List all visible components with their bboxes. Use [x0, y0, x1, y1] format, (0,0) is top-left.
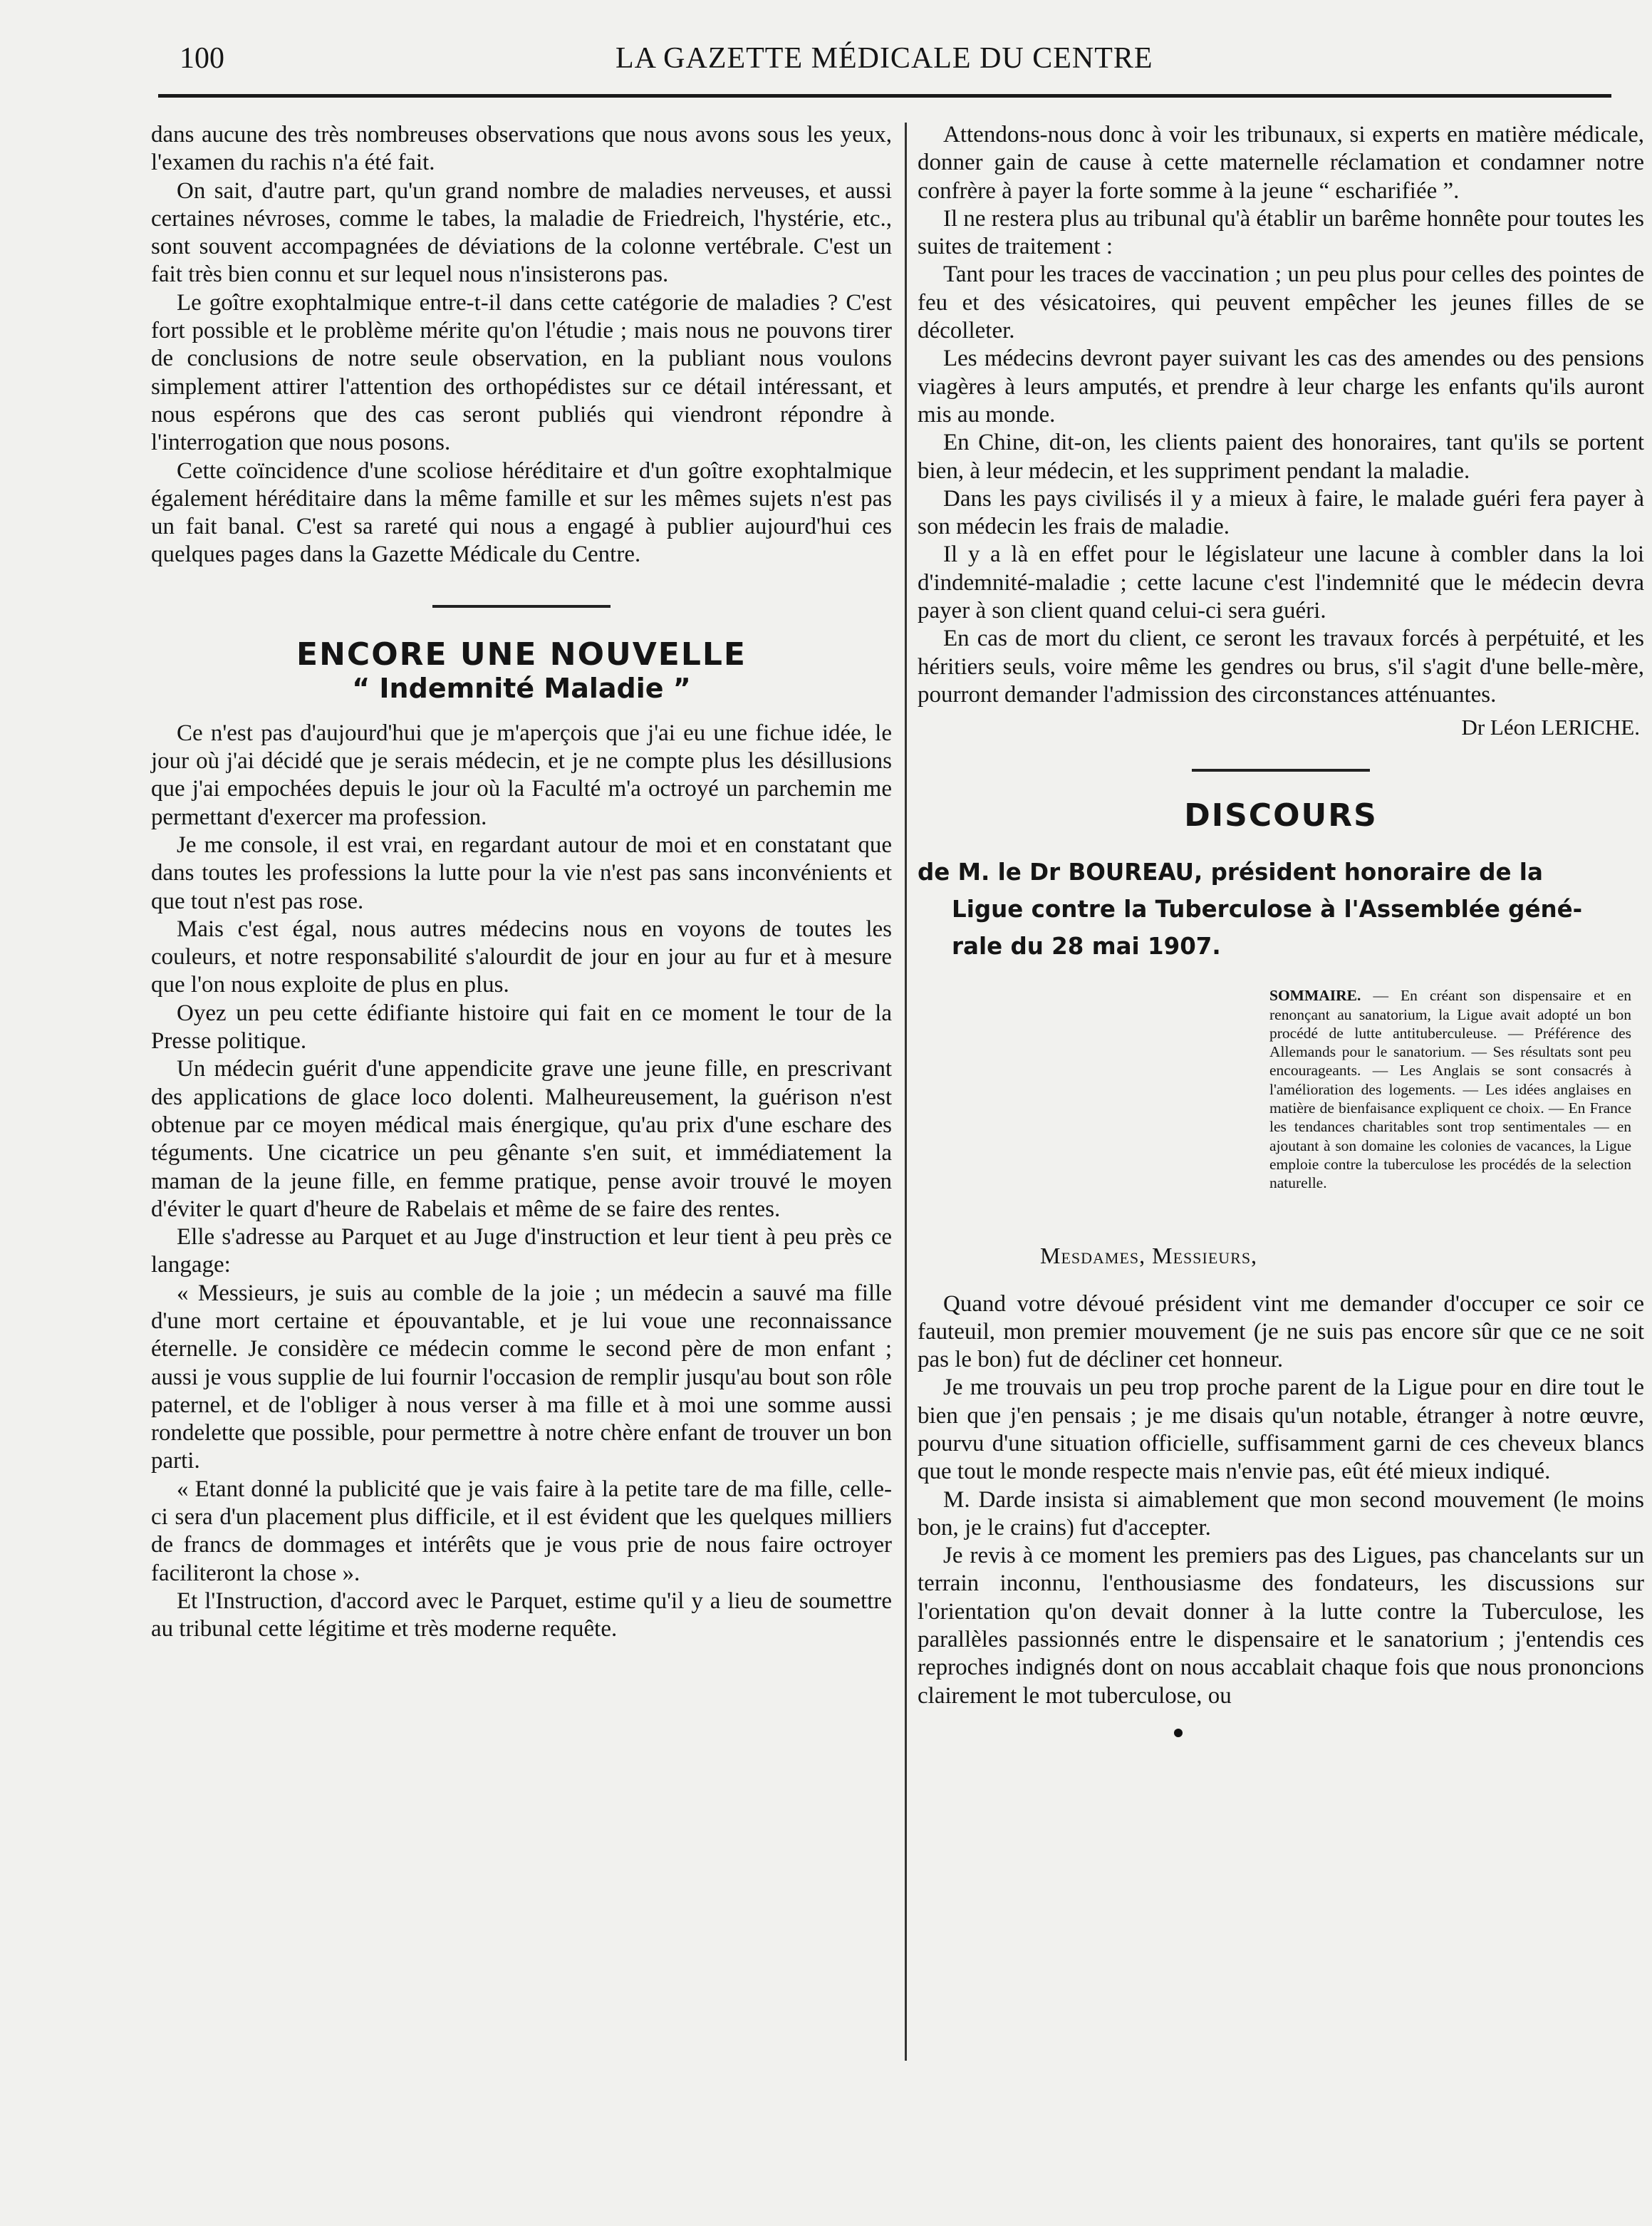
article-paragraph: Mais c'est égal, nous autres médecins nous en voyons de toutes les couleurs, et notre responsabilité s'alourdit de jour en jour au fur et à mesure que l'on nous exploite de plus en plus.: [151, 916, 892, 998]
speech-paragraph: Quand votre dévoué président vint me demander d'occuper ce soir ce fauteuil, mon premier mouvement (je ne suis pas encore sûr que ce ne soit pas le bon) fut de décliner cet honneur.: [918, 1290, 1644, 1373]
speech-summary: [1269, 986, 1631, 1192]
continuation-paragraph: On sait, d'autre part, qu'un grand nombre de maladies nerveuses, et aussi certaines névroses, comme le tabes, la maladie de Friedreich, l'hystérie, etc., sont souvent accompagnées de déviations de la colonne vertébrale. C'est un fait très bien connu et sur lequel nous n'insisterons pas.: [151, 177, 892, 288]
speech-salutation: Mesdames, Messieurs,: [1040, 1242, 1258, 1268]
article-title: ENCORE UNE NOUVELLE: [296, 636, 747, 673]
article-paragraph: Il y a là en effet pour le législateur une lacune à combler dans la loi d'indemnité-maladie ; cette lacune c'est l'indemnité que le médecin devra payer à son client quand celui-ci sera guéri.: [918, 542, 1644, 624]
continuation-paragraph: dans aucune des très nombreuses observations que nous avons sous les yeux, l'examen du rachis n'a été fait.: [151, 122, 892, 176]
left-column: [151, 121, 892, 1644]
article-paragraph: Il ne restera plus au tribunal qu'à établir un barême honnête pour toutes les suites de traitement :: [918, 205, 1644, 260]
article-paragraph: Je me console, il est vrai, en regardant autour de moi et en constatant que dans toutes les professions la lutte pour la vie n'est pas sans inconvénients et que tout n'est pas rose.: [151, 832, 892, 914]
article-paragraph: Elle s'adresse au Parquet et au Juge d'instruction et leur tient à peu près ce langage:: [151, 1224, 892, 1278]
column-divider: [905, 123, 907, 2061]
article-paragraph: En Chine, dit-on, les clients paient des honoraires, tant qu'ils se portent bien, à leur médecin, et les suppriment pendant la maladie.: [918, 430, 1644, 484]
article-paragraph: Oyez un peu cette édifiante histoire qui fait en ce moment le tour de la Presse politique.: [151, 1000, 892, 1055]
page-ornament-dot: [1174, 1729, 1183, 1737]
speech-paragraph: Je revis à ce moment les premiers pas des Ligues, pas chancelants sur un terrain inconnu, l'enthousiasme des fondateurs, les discussions sur l'orientation qu'on devait donner à la lutte contre la Tuberculose, les parallèles passionnés entre le dispensaire et le sanatorium ; j'entendis ces reproches indignés dont on nous accablait chaque fois que nous prononcions clairement le mot tuberculose, ou: [918, 1543, 1644, 1709]
summary-text: — En créant son dispensaire et en renonçant au sanatorium, la Ligue avait adopté un bon procédé de lutte antituberculeuse. — Préférence des Allemands pour le sanatorium. — Ses résultats sont peu encourageants. — Les Anglais se sont consacrés à l'amélioration des logements. — Les idées anglaises en matière de bienfaisance expliquent ce choix. — En France les tendances charitables sont trop sentimentales — en ajoutant à son domaine les colonies de vacances, la Ligue emploie contre la tuberculose les procédés de la selection naturelle.: [1269, 987, 1631, 1192]
page-number: 100: [180, 42, 224, 75]
header-rule: [158, 94, 1611, 98]
article-paragraph: Les médecins devront payer suivant les cas des amendes ou des pensions viagères à leurs amputés, et prendre à leur charge les enfants qu'ils auront mis au monde.: [918, 346, 1644, 428]
article-paragraph: Tant pour les traces de vaccination ; un peu plus pour celles des pointes de feu et des vésicatoires, qui peuvent empêcher les jeunes filles de se décolleter.: [918, 262, 1644, 344]
speech-heading-line: rale du 28 mai 1907.: [952, 933, 1221, 961]
speech-paragraph: M. Darde insista si aimablement que mon second mouvement (le moins bon, je le crains) fut d'accepter.: [918, 1486, 1644, 1541]
article-paragraph: Ce n'est pas d'aujourd'hui que je m'aperçois que j'ai eu une fichue idée, le jour où j'ai décidé que je serais médecin, et je ne compte plus les désillusions que j'ai empochées depuis le jour où la Faculté m'a octroyé un parchemin me permettant d'exercer ma profession.: [151, 720, 892, 830]
article-paragraph: Et l'Instruction, d'accord avec le Parquet, estime qu'il y a lieu de soumettre au tribunal cette légitime et très moderne requête.: [151, 1588, 892, 1642]
article-paragraph: En cas de mort du client, ce seront les travaux forcés à perpétuité, et les héritiers seuls, voire même les gendres ou brus, s'il s'agit d'une belle-mère, pourront demander l'admission des circonstances atténuantes.: [918, 626, 1644, 708]
speech-heading-line: de M. le Dr BOUREAU, président honoraire de la: [918, 859, 1543, 886]
quoted-paragraph: « Messieurs, je suis au comble de la joie ; un médecin a sauvé ma fille d'une mort certaine et épouvantable, et je lui voue une reconnaissance éternelle. Je considère ce médecin comme le second père de mon enfant ; aussi je vous supplie de lui fournir l'occasion de remplir jusqu'au bout son rôle paternel, et de l'obliger à nous verser à ma fille et à moi une somme aussi rondelette que possible, pour permettre à notre chère enfant de trouver un bon parti.: [151, 1280, 892, 1474]
article-paragraph: Un médecin guérit d'une appendicite grave une jeune fille, en prescrivant des applications de glace loco dolenti. Malheureusement, la guérison n'est obtenue par ce moyen médical mais énergique, qu'au prix d'une eschare des téguments. Une cicatrice un peu gênante s'en suit, et immédiatement la maman de la jeune fille, en femme pratique, pense avoir trouvé le moyen d'éviter le quart d'heure de Rabelais et même de se faire des rentes.: [151, 1056, 892, 1222]
continuation-paragraph: Cette coïncidence d'une scoliose héréditaire et d'un goître exophtalmique également héréditaire dans la même famille et sur les mêmes sujets n'est pas un fait banal. C'est sa rareté qui nous a engagé à publier aujourd'hui ces quelques pages dans la Gazette Médicale du Centre.: [151, 457, 892, 568]
summary-label: SOMMAIRE.: [1269, 987, 1361, 1005]
journal-title: LA GAZETTE MÉDICALE DU CENTRE: [615, 42, 1153, 75]
article-subtitle: “ Indemnité Maladie ”: [352, 672, 691, 704]
right-column: [918, 121, 1644, 1737]
article-paragraph: Dans les pays civilisés il y a mieux à faire, le malade guéri fera payer à son médecin les frais de maladie.: [918, 485, 1644, 540]
speech-heading-line: Ligue contre la Tuberculose à l'Assemblée géné-: [952, 896, 1583, 923]
quoted-paragraph: « Etant donné la publicité que je vais faire à la petite tare de ma fille, celle-ci sera d'un placement plus difficile, et il est évident que les quelques milliers de francs de dommages et intérêts que je vous prie de nous faire octroyer faciliteront la chose ».: [151, 1476, 892, 1586]
speech-paragraph: Je me trouvais un peu trop proche parent de la Ligue pour en dire tout le bien que j'en pensais ; je me disais qu'un notable, étranger à notre œuvre, pourvu d'une situation officielle, suffisamment garni de ces cheveux blancs que tout le monde respecte mais n'envie pas, eût été mieux indiqué.: [918, 1375, 1644, 1485]
page-header: [158, 41, 1611, 84]
article-signature: Dr Léon LERICHE.: [1461, 715, 1640, 740]
speech-heading: [918, 854, 1644, 965]
article-paragraph: Attendons-nous donc à voir les tribunaux, si experts en matière médicale, donner gain de cause à cette maternelle réclamation et condamner notre confrère à payer la forte somme à la jeune “ escharifiée ”.: [918, 122, 1644, 204]
speech-title: DISCOURS: [1184, 797, 1378, 834]
continuation-paragraph: Le goître exophtalmique entre-t-il dans cette catégorie de maladies ? C'est fort possible et le problème mérite qu'on l'étudie ; mais nous ne pouvons tirer de conclusions de notre seule observation, en la publiant nous voulons simplement attirer l'attention des orthopédistes sur ce détail intéressant, et nous espérons que des cas seront publiés qui viendront répondre à l'interrogation que nous posons.: [151, 289, 892, 456]
